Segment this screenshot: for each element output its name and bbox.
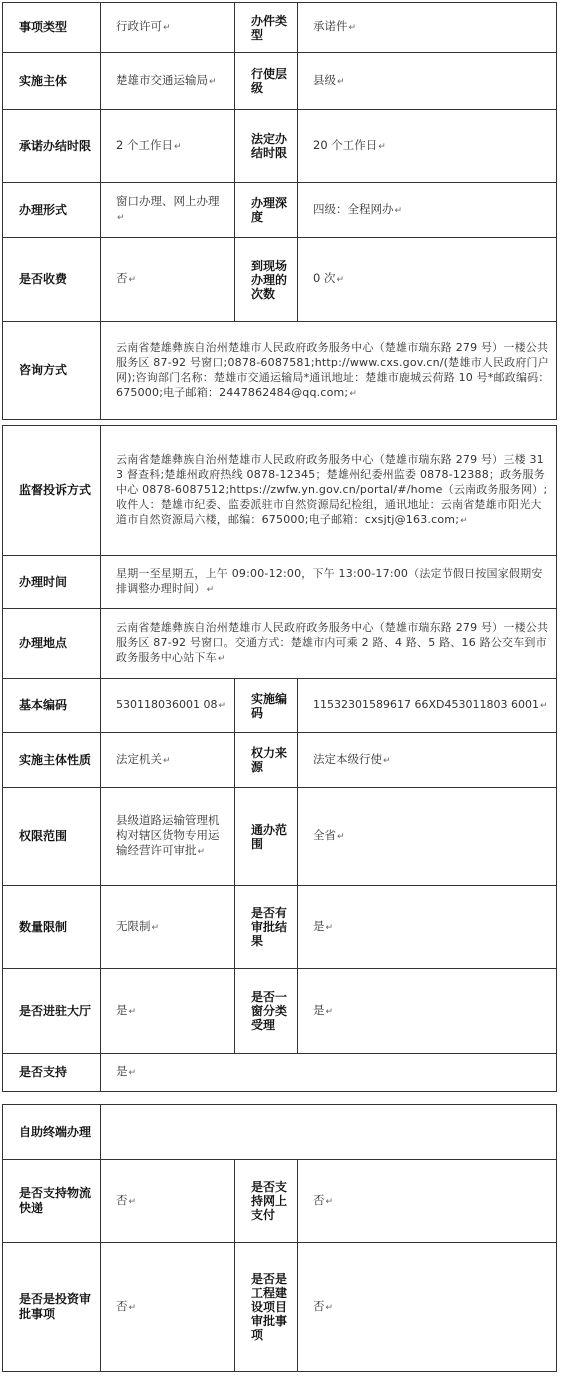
- hall-label: 是否进驻大厅: [3, 969, 101, 1054]
- table-row: [3, 183, 557, 238]
- complaint-label: 监督投诉方式: [3, 426, 101, 556]
- area-value: 全省 ↵: [313, 828, 345, 842]
- time-label: 办理时间: [3, 556, 101, 609]
- quantity-label: 数量限制: [3, 886, 101, 969]
- table-row: [3, 322, 557, 420]
- table-row: [3, 969, 557, 1054]
- logistics-value: 否 ↵: [116, 1193, 136, 1207]
- table-row: [3, 679, 557, 733]
- scope-value: 县级道路运输管理机构对辖区货物专用运输经营许可审批 ↵: [116, 813, 220, 857]
- place-value: 云南省楚雄彝族自治州楚雄市人民政府政务服务中心（楚雄市瑞东路 279 号）一楼公共服务区 87-92 号窗口。交通方式：楚雄市内可乘 2 路、4 路、5 路、16 路公交车到市政务服务中心站下车 ↵: [116, 621, 548, 664]
- fee-value: 否 ↵: [116, 271, 136, 285]
- impl-code-label: 实施编码: [235, 679, 298, 733]
- form-label: 办理形式: [3, 183, 101, 238]
- promise-time-label: 承诺办结时限: [3, 110, 101, 183]
- form-value: 窗口办理、网上办理 ↵: [116, 194, 220, 223]
- place-label: 办理地点: [3, 609, 101, 679]
- window-value: 是 ↵: [313, 1003, 333, 1017]
- fee-label: 是否收费: [3, 238, 101, 322]
- table-row: [3, 609, 557, 679]
- table-row: [3, 1105, 557, 1160]
- support-label: 是否支持: [3, 1054, 101, 1092]
- level-label: 行使层级: [235, 53, 298, 110]
- table-row: [3, 788, 557, 886]
- basic-code-value: 530118036001 08 ↵: [116, 698, 226, 711]
- basic-code-label: 基本编码: [3, 679, 101, 733]
- terminal-value: [101, 1105, 557, 1160]
- table-row: [3, 1054, 557, 1092]
- window-label: 是否一窗分类受理: [235, 969, 298, 1054]
- pay-label: 是否支持网上支付: [235, 1160, 298, 1243]
- depth-value: 四级：全程网办 ↵: [313, 202, 402, 216]
- area-label: 通办范围: [235, 788, 298, 886]
- depth-label: 办理深度: [235, 183, 298, 238]
- impl-code-value: 11532301589617 66XD453011803 6001 ↵: [313, 698, 548, 711]
- handle-type-label: 办件类型: [235, 3, 298, 53]
- source-label: 权力来源: [235, 733, 298, 788]
- terminal-label: 自助终端办理: [3, 1105, 101, 1160]
- table-row: [3, 3, 557, 53]
- table-row: [3, 426, 557, 556]
- delivery-info-table: [2, 1104, 557, 1372]
- quantity-value: 无限制 ↵: [116, 919, 159, 933]
- invest-label: 是否是投资审批事项: [3, 1243, 101, 1372]
- legal-time-label: 法定办结时限: [235, 110, 298, 183]
- approval-label: 是否有审批结果: [235, 886, 298, 969]
- approval-value: 是 ↵: [313, 919, 333, 933]
- item-type-value: 行政许可 ↵: [116, 19, 171, 33]
- consult-label: 咨询方式: [3, 322, 101, 420]
- service-info-table: [2, 425, 557, 1092]
- table-row: [3, 238, 557, 322]
- table-row: [3, 1243, 557, 1372]
- invest-value: 否 ↵: [116, 1299, 136, 1313]
- promise-time-value: 2 个工作日 ↵: [116, 138, 182, 152]
- visits-value: 0 次 ↵: [313, 271, 344, 285]
- table-row: [3, 886, 557, 969]
- hall-value: 是 ↵: [116, 1003, 136, 1017]
- item-type-label: 事项类型: [3, 3, 101, 53]
- project-label: 是否是工程建设项目审批事项: [235, 1243, 298, 1372]
- legal-time-value: 20 个工作日 ↵: [313, 138, 386, 152]
- table-row: [3, 110, 557, 183]
- project-value: 否 ↵: [313, 1299, 333, 1313]
- scope-label: 权限范围: [3, 788, 101, 886]
- table-row: [3, 733, 557, 788]
- visits-label: 到现场办理的次数: [235, 238, 298, 322]
- consult-value: 云南省楚雄彝族自治州楚雄市人民政府政务服务中心（楚雄市瑞东路 279 号）一楼公共服务区 87-92 号窗口;0878-6087581;http://www.cxs.gov.cn/(楚雄市人民政府门户网);咨询部门名称：楚雄市交通运输局*通讯地址：楚雄市鹿城云荷路 10 号*邮政编码：675000;电子邮箱：2447862484@qq.com; ↵: [116, 341, 550, 399]
- table-row: [3, 1160, 557, 1243]
- subject-value: 楚雄市交通运输局 ↵: [116, 73, 217, 87]
- nature-label: 实施主体性质: [3, 733, 101, 788]
- pay-value: 否 ↵: [313, 1193, 333, 1207]
- logistics-label: 是否支持物流快递: [3, 1160, 101, 1243]
- nature-value: 法定机关 ↵: [116, 752, 171, 766]
- time-value: 星期一至星期五，上午 09:00-12:00，下午 13:00-17:00（法定节假日按国家假期安排调整办理时间） ↵: [116, 567, 543, 595]
- subject-label: 实施主体: [3, 53, 101, 110]
- item-info-table: [2, 2, 557, 420]
- complaint-value: 云南省楚雄彝族自治州楚雄市人民政府政务服务中心（楚雄市瑞东路 279 号）三楼 313 督查科;楚雄州政府热线 0878-12345；楚雄州纪委州监委 0878-12388；政务服务中心 0878-6087512;https://zwfw.yn.gov.cn/portal/#/home（云南政务服务网）;收件人：楚雄市纪委、监委派驻市自然资源局纪检组，通讯地址：云南省楚雄市阳光大道市自然资源局六楼，邮编：675000;电子邮箱：cxsjtj@163.com; ↵: [116, 453, 547, 526]
- table-row: [3, 53, 557, 110]
- level-value: 县级 ↵: [313, 73, 345, 87]
- support-value: 是 ↵: [116, 1064, 136, 1078]
- handle-type-value: 承诺件 ↵: [313, 19, 356, 33]
- table-row: [3, 556, 557, 609]
- source-value: 法定本级行使 ↵: [313, 752, 391, 766]
